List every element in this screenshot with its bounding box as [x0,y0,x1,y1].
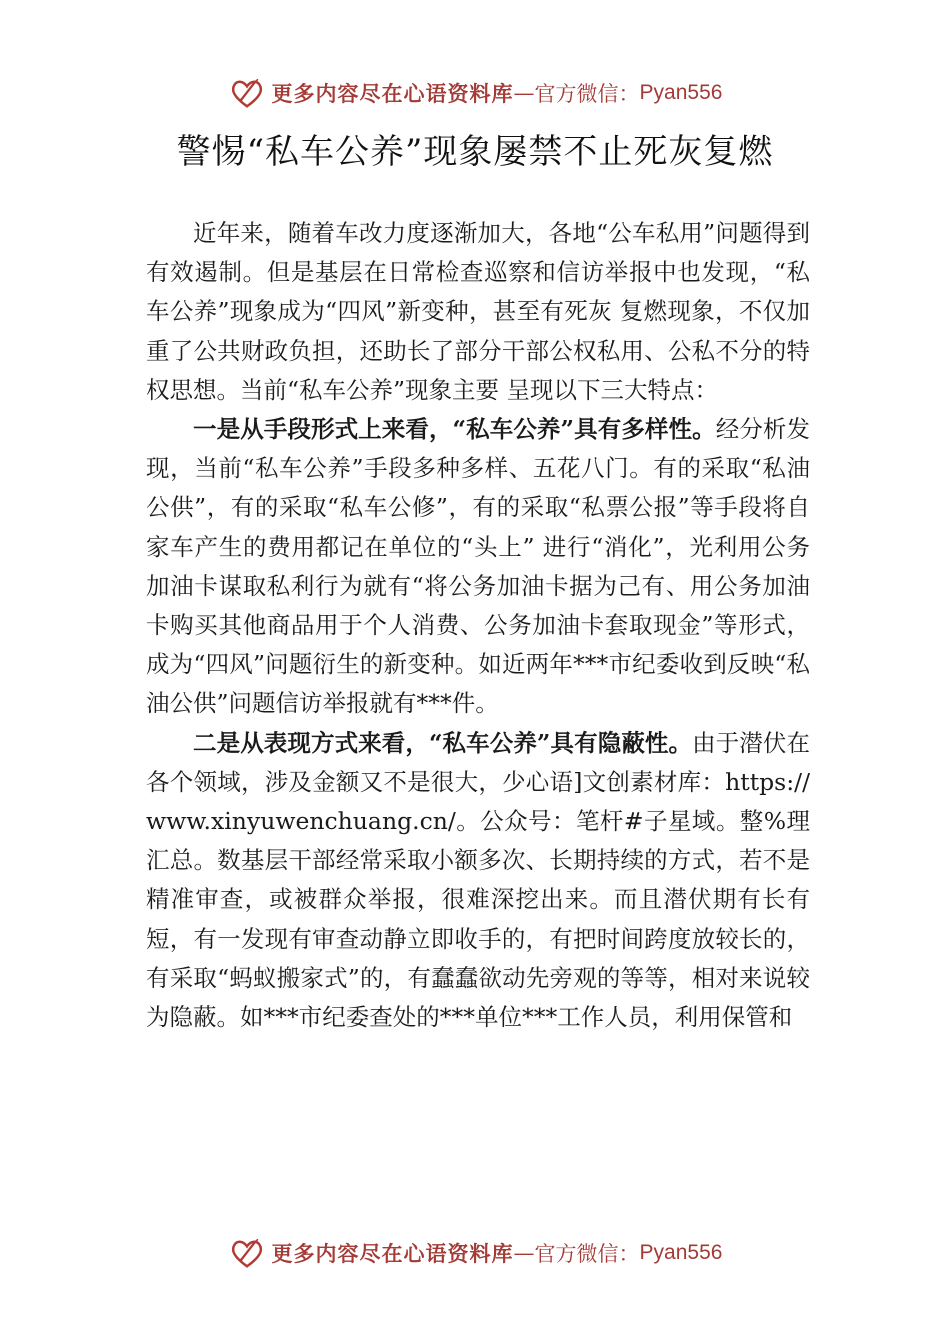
wechat-id: Pyan556 [639,81,723,104]
brand-text: 更多内容尽在心语资料库 [271,81,514,106]
paragraph-text: 近年来，随着车改力度逐渐加大，各地“公车私用”问题得到有效遏制。但是基层在日常检查巡察和信访举报中也发现，“私车公养”现象成为“四风”新变种，甚至有死灰 复燃现象，不仅加重了公共财政负担，还助长了部分干部公权私用、公私不分的特权思想。当前“私车公养”现象主要 呈现以下三大特点： [146,219,810,404]
heart-pen-logo-icon [228,1234,266,1272]
footer-watermark-banner [0,1228,950,1278]
document-title: 警惕“私车公养”现象屡禁不止死灰复燃 [176,132,774,172]
paragraph-point-one [146,410,810,724]
wechat-id: Pyan556 [639,1241,723,1264]
heart-pen-logo-icon [228,74,266,112]
paragraph-lead: 二是从表现方式来看，“私车公养”具有隐蔽性。 [193,728,693,757]
banner-separator: — [513,81,535,105]
banner-separator: — [513,1241,535,1265]
wechat-label: 官方微信： [534,1242,640,1266]
paragraph-intro [146,214,810,410]
wechat-label: 官方微信： [534,82,640,106]
paragraph-point-two [146,724,810,1038]
paragraph-lead: 一是从手段形式上来看，“私车公养”具有多样性。 [193,415,716,444]
brand-text: 更多内容尽在心语资料库 [271,1241,514,1266]
paragraph-text: 由于潜伏在各个领域，涉及金额又不是很大，少心语]文创素材库：https://www.xinyuwenchuang.cn/。公众号：笔杆#子星域。整%理汇总。数基层干部经常采取小额多次、长期持续的方式，若不是精准审查，或被群众举报，很难深挖出来。而且潜伏期有长有短，有一发现有审查动静立即收手的，有把时间跨度放较长的，有采取“蚂蚁搬家式”的，有蠢蠢欲动先旁观的等等，相对来说较为隐蔽。如***市纪委查处的***单位***工作人员，利用保管和 [146,728,810,1032]
paragraph-text: 经分析发现，当前“私车公养”手段多种多样、五花八门。有的采取“私油公供”，有的采取“私车公修”，有的采取“私票公报”等手段将自家车产生的费用都记在单位的“头上” 进行“消化”，光利用公务加油卡谋取私利行为就有“将公务加油卡据为己有、用公务加油卡购买其他商品用于个人消费、公务加油卡套取现金”等形式，成为“四风”问题衍生的新变种。如近两年***市纪委收到反映“私油公供”问题信访举报就有***件。 [146,415,811,718]
document-body [146,214,810,1037]
header-watermark-banner [0,68,950,118]
